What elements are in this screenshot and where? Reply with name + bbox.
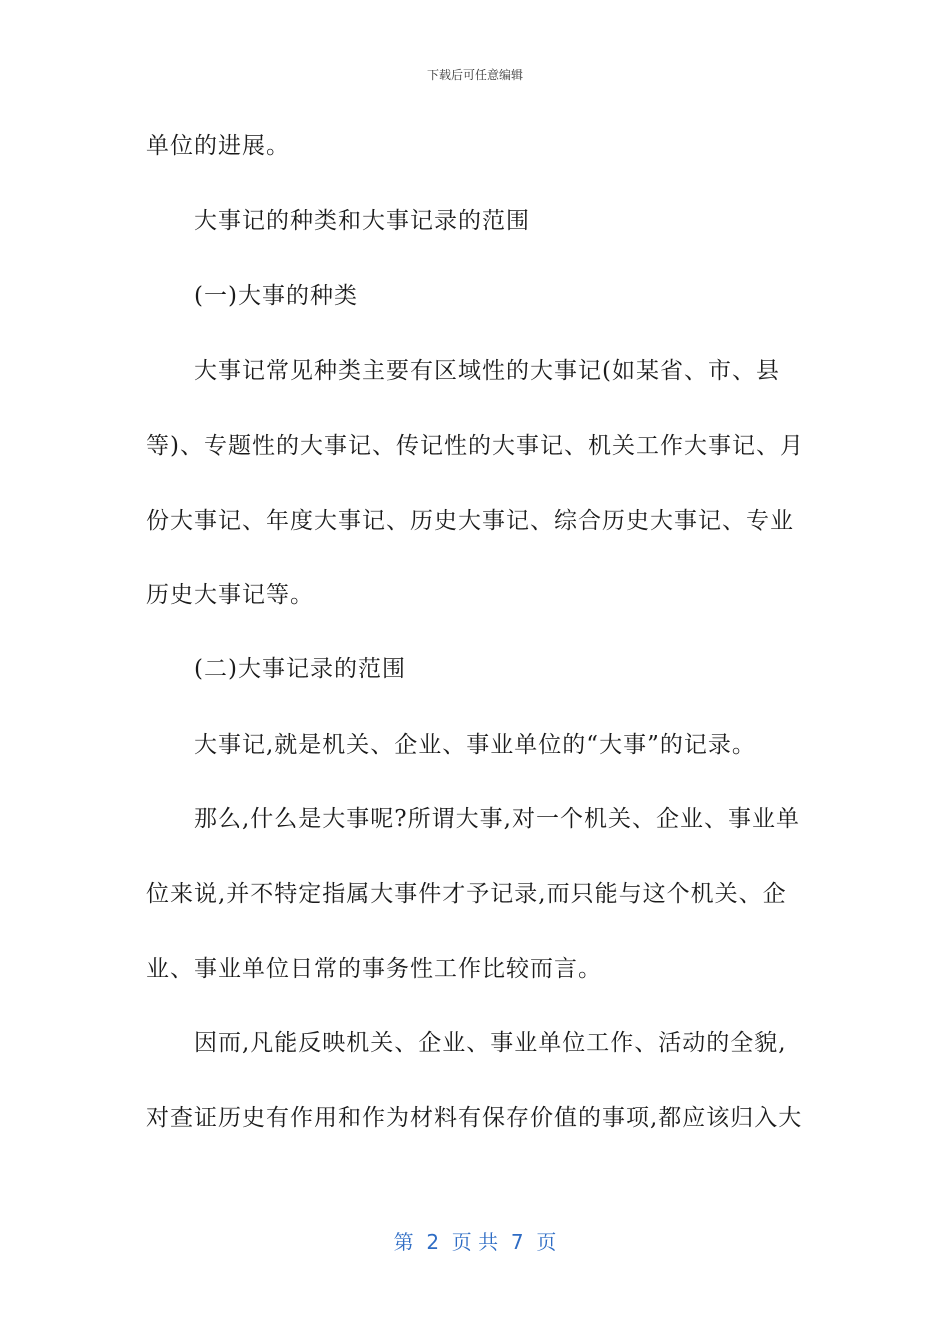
body-line: 业、事业单位日常的事务性工作比较而言。 bbox=[146, 956, 602, 982]
body-line: 单位的进展。 bbox=[146, 133, 290, 159]
page-header-note: 下载后可任意编辑 bbox=[426, 68, 523, 82]
body-line: 大事记常见种类主要有区域性的大事记(如某省、市、县 bbox=[194, 358, 780, 384]
body-line: 位来说,并不特定指属大事件才予记录,而只能与这个机关、企 bbox=[146, 881, 787, 907]
body-line: 因而,凡能反映机关、企业、事业单位工作、活动的全貌, bbox=[194, 1030, 787, 1056]
body-line: 大事记,就是机关、企业、事业单位的“大事”的记录。 bbox=[194, 732, 756, 758]
body-line: 对查证历史有作用和作为材料有保存价值的事项,都应该归入大 bbox=[146, 1105, 803, 1131]
subsection-heading: (一)大事的种类 bbox=[194, 283, 358, 309]
section-heading: 大事记的种类和大事记录的范围 bbox=[194, 208, 530, 234]
body-line: 那么,什么是大事呢?所谓大事,对一个机关、企业、事业单 bbox=[194, 806, 800, 832]
body-line: 历史大事记等。 bbox=[146, 582, 314, 608]
page-number: 第 2 页 共 7 页 bbox=[393, 1230, 557, 1254]
body-line: 份大事记、年度大事记、历史大事记、综合历史大事记、专业 bbox=[146, 508, 794, 534]
body-line: 等)、专题性的大事记、传记性的大事记、机关工作大事记、月 bbox=[146, 433, 804, 459]
subsection-heading: (二)大事记录的范围 bbox=[194, 656, 406, 682]
